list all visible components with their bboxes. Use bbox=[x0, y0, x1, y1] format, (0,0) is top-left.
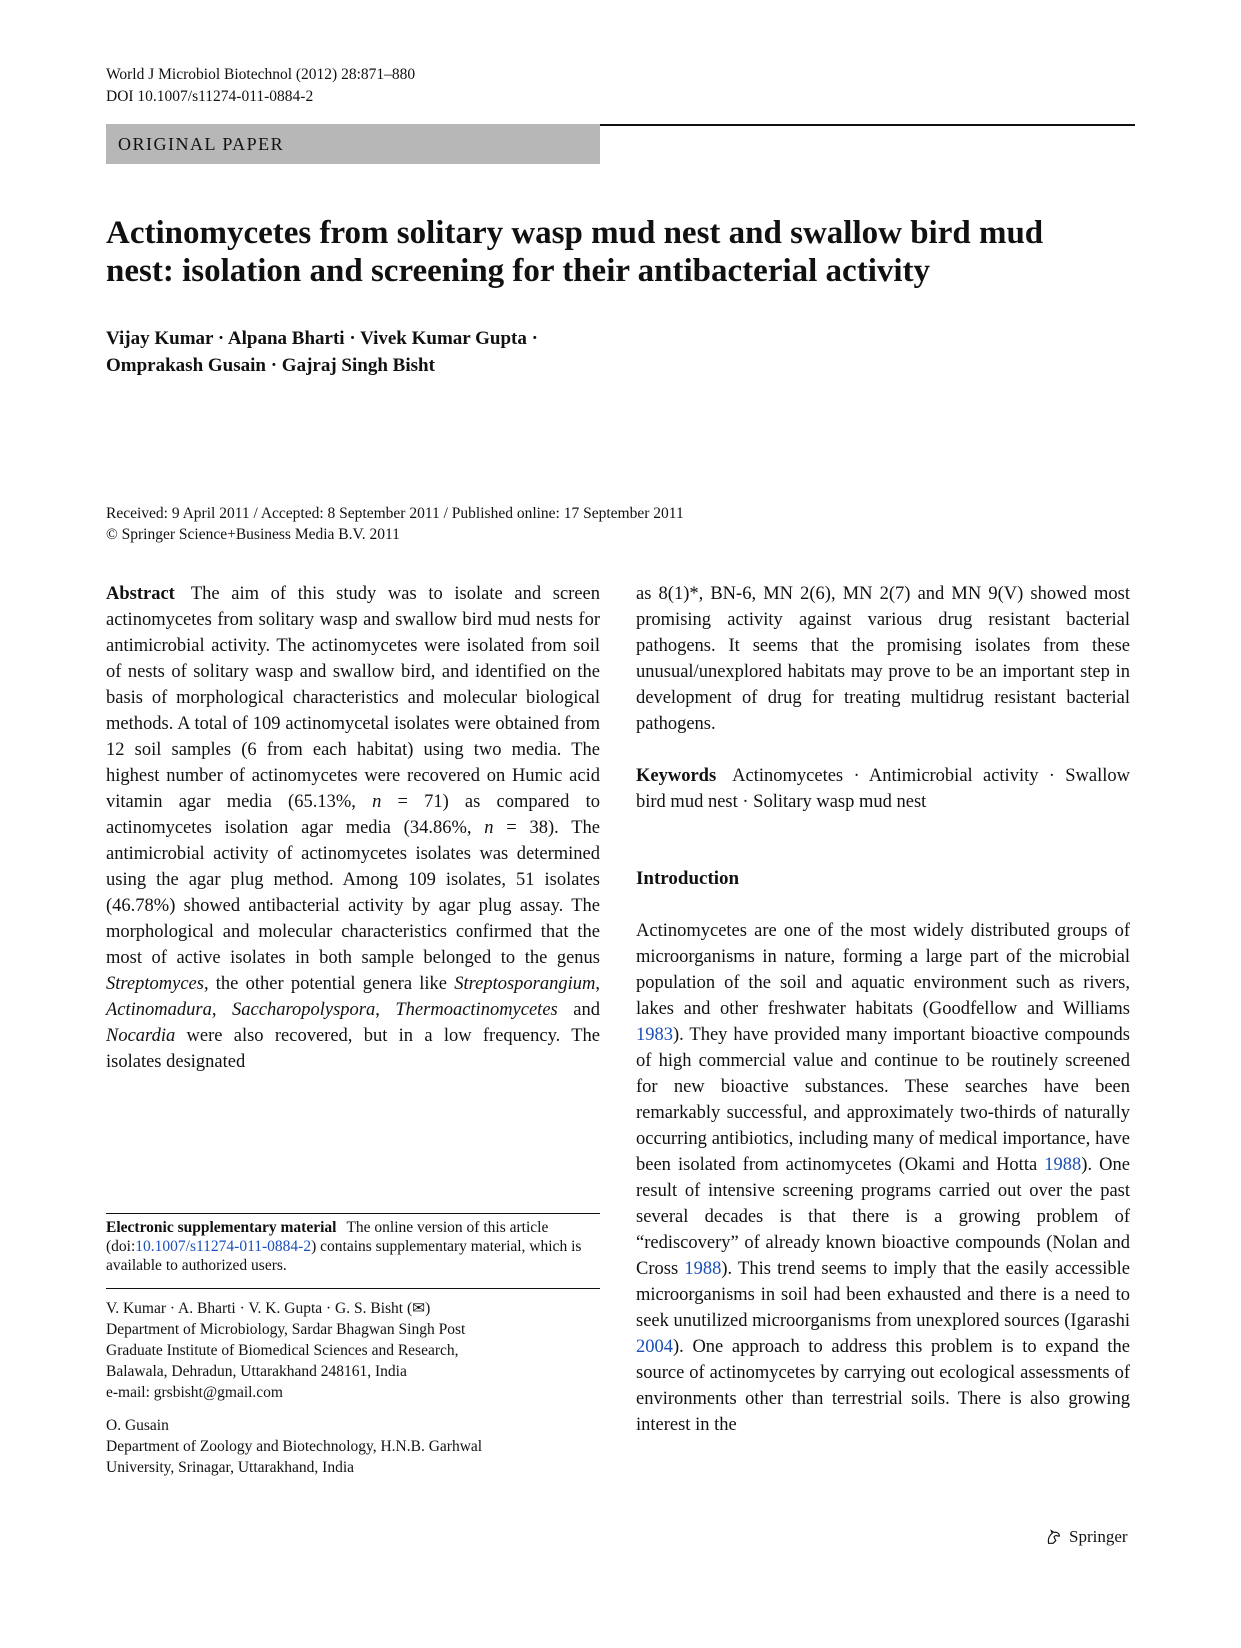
affiliation-2 bbox=[106, 1415, 600, 1478]
authors-line-2: Omprakash Gusain · Gajraj Singh Bisht bbox=[106, 355, 435, 376]
abstract-text: = 38). The antimicrobial activity of actinomycetes isolates was determined using the agar plug method. Among 109 isolates, 51 isolates (46.78%) showed antibacterial activity by agar plug assay. The morphological and molecular characteristics confirmed that the most of active isolates in both sample belonged to the genus bbox=[106, 818, 600, 968]
esm-text: ) contains supplementary material, which is available to authorized users. bbox=[106, 1238, 582, 1274]
affiliation-line: Department of Zoology and Biotechnology, H.N.B. Garhwal bbox=[106, 1438, 483, 1455]
abstract-text: , the other potential genera like bbox=[203, 974, 455, 994]
genus-name: Actinomadura bbox=[106, 1000, 212, 1020]
supplementary-note bbox=[106, 1218, 600, 1275]
journal-citation: World J Microbiol Biotechnol (2012) 28:871–880 bbox=[106, 66, 416, 83]
affiliation-line: Graduate Institute of Biomedical Sciences and Research, bbox=[106, 1342, 459, 1359]
email-link[interactable]: e-mail: grsbisht@gmail.com bbox=[106, 1384, 283, 1401]
copyright-line: © Springer Science+Business Media B.V. 2011 bbox=[106, 526, 400, 543]
affiliation-rule bbox=[106, 1288, 600, 1289]
introduction-text bbox=[636, 918, 1130, 1438]
genus-name: Thermoactinomycetes bbox=[395, 1000, 558, 1020]
genus-name: Nocardia bbox=[106, 1026, 176, 1046]
publisher-logo bbox=[1045, 1527, 1128, 1547]
affiliation-line: Balawala, Dehradun, Uttarakhand 248161, India bbox=[106, 1363, 407, 1380]
intro-text: Actinomycetes are one of the most widely distributed groups of microorganisms in nature, forming a large part of the microbial population of the soil and aquatic environment such as rivers, lakes and other freshwater habitats (Goodfellow and Williams bbox=[636, 921, 1130, 1019]
citation-link[interactable]: 2004 bbox=[636, 1337, 673, 1357]
esm-text: The online version of this article (doi: bbox=[106, 1219, 549, 1255]
abstract-text: were also recovered, but in a low frequency. The isolates designated bbox=[106, 1026, 600, 1072]
abstract-continued: as 8(1)*, BN-6, MN 2(6), MN 2(7) and MN 9(V) showed most promising activity against various drug resistant bacterial pathogens. It seems that the promising isolates from these unusual/unexplored habitats may prove to be an important step in development of drug for treating multidrug resistant bacterial pathogens. bbox=[636, 584, 1130, 734]
intro-text: ). One approach to address this problem is to expand the source of actinomycetes by carrying out ecological assessments of environments other than terrestrial soils. There is also growing interest in the bbox=[636, 1337, 1130, 1435]
author-list bbox=[106, 325, 806, 379]
abstract-var: n bbox=[484, 818, 494, 838]
abstract-text: , bbox=[375, 1000, 396, 1020]
genus-name: Streptomyces bbox=[106, 974, 204, 994]
citation-link[interactable]: 1983 bbox=[636, 1025, 673, 1045]
abstract-text: , bbox=[595, 974, 600, 994]
doi-line: DOI 10.1007/s11274-011-0884-2 bbox=[106, 88, 314, 105]
abstract bbox=[106, 581, 600, 1075]
article-title: Actinomycetes from solitary wasp mud nest and swallow bird mud nest: isolation and screening for their antibacterial activity bbox=[106, 215, 1044, 289]
header-rule bbox=[600, 124, 1135, 126]
citation-link[interactable]: 1988 bbox=[1044, 1155, 1082, 1175]
abstract-var: n bbox=[372, 792, 382, 812]
publisher-name: Springer bbox=[1069, 1527, 1128, 1546]
section-banner: ORIGINAL PAPER bbox=[106, 124, 600, 164]
introduction-heading: Introduction bbox=[636, 868, 740, 889]
journal-header bbox=[106, 64, 415, 108]
intro-text: ). One result of intensive screening programs carried out over the past several decades is that there is a growing problem of “rediscovery” of already known bioactive compounds (Nolan and Cross bbox=[636, 1155, 1130, 1279]
keywords-heading: Keywords bbox=[636, 766, 717, 786]
abstract-heading: Abstract bbox=[106, 584, 175, 604]
affiliation-line: University, Srinagar, Uttarakhand, India bbox=[106, 1459, 355, 1476]
affiliation-line: Department of Microbiology, Sardar Bhagwan Singh Post bbox=[106, 1321, 466, 1338]
esm-heading: Electronic supplementary material bbox=[106, 1219, 337, 1236]
affiliations bbox=[106, 1298, 600, 1490]
genus-name: Saccharopolyspora bbox=[232, 1000, 376, 1020]
affiliation-1 bbox=[106, 1298, 600, 1403]
footnote-rule bbox=[106, 1213, 600, 1214]
abstract-text: The aim of this study was to isolate and screen actinomycetes from solitary wasp and swallow bird mud nests for antimicrobial activity. The actinomycetes were isolated from soil of nests of solitary wasp and swallow bird, and identified on the basis of morphological characteristics and molecular biological methods. A total of 109 actinomycetal isolates were obtained from 12 soil samples (6 from each habitat) using two media. The highest number of actinomycetes were recovered on Humic acid vitamin agar media (65.13%, bbox=[106, 584, 600, 812]
right-column-top bbox=[636, 581, 1130, 815]
dates-line: Received: 9 April 2011 / Accepted: 8 September 2011 / Published online: 17 September 2011 bbox=[106, 505, 684, 522]
citation-link[interactable]: 1988 bbox=[684, 1259, 722, 1279]
affiliation-names: O. Gusain bbox=[106, 1417, 169, 1434]
authors-line-1: Vijay Kumar · Alpana Bharti · Vivek Kumar Gupta · bbox=[106, 328, 538, 349]
intro-text: ). They have provided many important bioactive compounds of high commercial value and continue to be routinely screened for new bioactive substances. These searches have been remarkably successful, and approximately two-thirds of naturally occurring antibiotics, including many of medical importance, have been isolated from actinomycetes (Okami and Hotta bbox=[636, 1025, 1130, 1175]
affiliation-names: V. Kumar · A. Bharti · V. K. Gupta · G. S. Bisht (✉) bbox=[106, 1300, 431, 1317]
genus-name: Streptosporangium bbox=[454, 974, 596, 994]
abstract-text: , bbox=[211, 1000, 233, 1020]
abstract-text: = 71) as compared to actinomycetes isolation agar media (34.86%, bbox=[106, 792, 600, 838]
keywords-text: Actinomycetes · Antimicrobial activity · Swallow bird mud nest · Solitary wasp mud nest bbox=[636, 766, 1130, 812]
intro-text: ). This trend seems to imply that the easily accessible microorganisms in soil had been exhausted and there is a need to seek unutilized microorganisms from unexplored sources (Igarashi bbox=[636, 1259, 1130, 1331]
abstract-text: and bbox=[557, 1000, 601, 1020]
publication-dates bbox=[106, 503, 1106, 545]
doi-link[interactable]: 10.1007/s11274-011-0884-2 bbox=[135, 1238, 312, 1255]
springer-horse-icon bbox=[1045, 1528, 1063, 1546]
keywords bbox=[636, 763, 1130, 815]
